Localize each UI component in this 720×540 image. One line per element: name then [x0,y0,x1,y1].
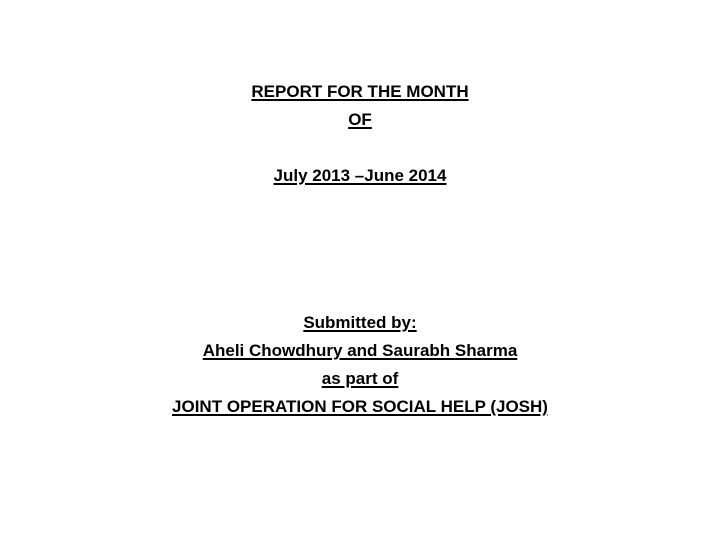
report-period [0,166,720,186]
as-part-of-text: as part of [321,369,399,388]
authors-text: Aheli Chowdhury and Saurabh Sharma [202,341,518,360]
report-title-of [0,110,720,130]
as-part-of [0,369,720,389]
report-period-text: July 2013 –June 2014 [273,166,447,185]
report-title-text: REPORT FOR THE MONTH [251,82,469,101]
report-title [0,82,720,102]
submitted-by-label [0,313,720,333]
report-title-of-text: OF [348,110,372,129]
organization-name-text: JOINT OPERATION FOR SOCIAL HELP (JOSH) [172,397,548,416]
organization-name [0,397,720,417]
submitted-by-text: Submitted by: [303,313,417,332]
authors [0,341,720,361]
